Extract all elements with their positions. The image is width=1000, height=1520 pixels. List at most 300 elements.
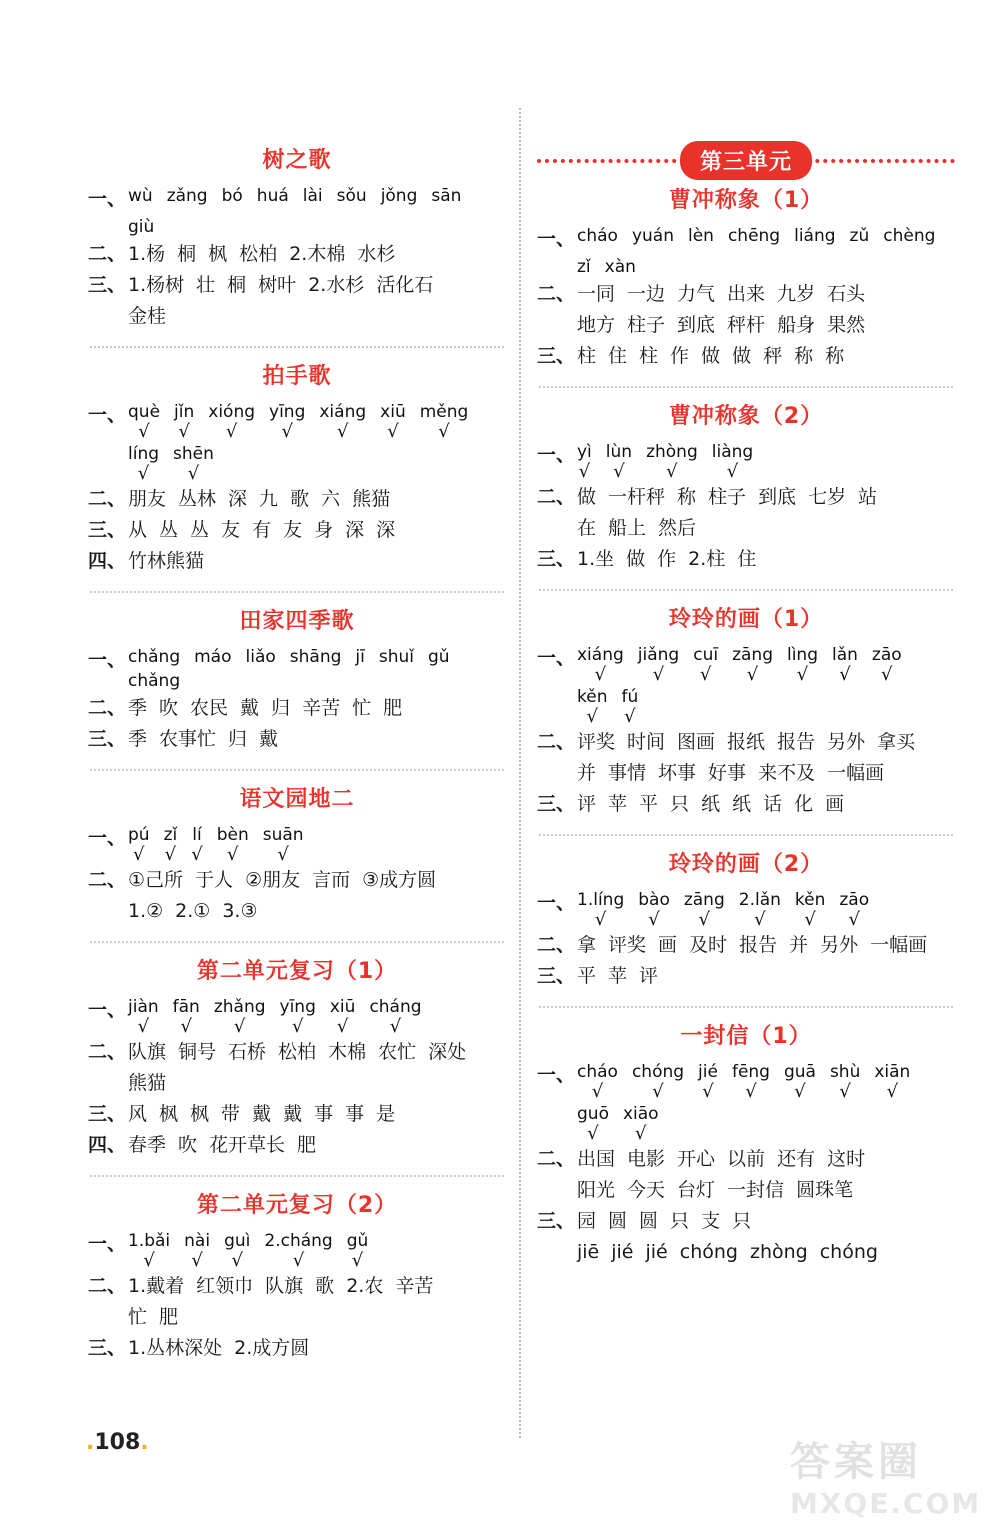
answer-row [537,440,955,482]
answer-word: 2.水杉 [308,274,365,296]
answer-words [577,544,955,575]
answer-word: 化 [794,793,814,815]
pinyin-text: jǒng [380,186,418,206]
pinyin-text: liáng [794,226,836,246]
check-mark-icon: √ [291,1016,304,1037]
answer-word: 熊猫 [128,1072,167,1094]
watermark-logo [790,1430,982,1520]
answer-word: 并 [789,934,809,956]
answer-word: 圆 [608,1210,628,1232]
answer-words [128,484,506,515]
answer-continuation [88,896,506,927]
check-mark-icon: √ [389,1016,402,1037]
question-number: 一、 [88,999,127,1021]
answer-words [128,546,506,577]
check-mark-icon: √ [586,706,598,727]
answer-body [128,724,506,755]
check-mark-icon: √ [848,909,860,930]
answer-section [537,186,955,372]
answer-word: 农民 [190,697,229,719]
pinyin-item [684,888,725,930]
answer-word: 吹 [159,697,179,719]
pinyin-item [184,1229,210,1271]
answer-word: 台灯 [677,1179,716,1201]
answer-body [128,865,506,896]
answer-body [128,1099,506,1130]
pinyin-row [128,184,506,208]
answer-word: 竹林熊猫 [128,550,205,572]
pinyin-text: sǒu [336,186,367,206]
answer-body [128,1333,506,1364]
answer-word: 做 [626,548,646,570]
pinyin-item [380,400,406,442]
pinyin-text: huá [256,186,289,206]
pinyin-text: zāng [683,890,725,910]
answer-words [128,896,506,927]
answer-word: 到底 [758,486,797,508]
pinyin-text: xióng [208,402,256,422]
pinyin-text: lùn [605,442,633,462]
answer-body [128,400,506,442]
answer-word: 称 [794,345,814,367]
check-mark-icon: √ [591,1081,604,1102]
answer-continuation [537,310,955,341]
answer-body [128,270,506,301]
question-number: 一、 [537,647,576,669]
pinyin-item [872,643,902,685]
answer-words [128,270,506,301]
question-number: 二、 [537,283,576,305]
answer-body [577,224,955,248]
pinyin-text: zǐ [577,257,591,277]
answer-word: chóng [679,1241,738,1263]
answer-continuation [537,1102,955,1144]
answer-row [88,724,506,755]
answer-word: 然后 [658,517,697,539]
answer-body [577,440,955,482]
pinyin-item [303,184,323,208]
pinyin-item [698,1060,718,1102]
pinyin-text: kěn [577,687,608,707]
pinyin-text: xiān [874,1062,911,1082]
answer-word: 报告 [739,934,778,956]
answer-words [128,239,506,270]
answer-body [128,1130,506,1161]
answer-word: 地方 [577,314,616,336]
answer-word: 另外 [820,934,859,956]
section-title: 田家四季歌 [239,609,355,634]
pinyin-text: shuǐ [378,647,414,667]
answer-words [128,1302,506,1333]
answer-body [577,544,955,575]
answer-word: 九 [259,488,279,510]
question-number: 一、 [537,892,576,914]
pinyin-item [874,1060,910,1102]
section-title: 树之歌 [262,148,332,173]
check-mark-icon: √ [178,421,190,442]
answer-word: 松柏 [239,243,278,265]
answer-word: 归 [228,728,248,750]
answer-word: 一杆秤 [608,486,666,508]
pinyin-text: 1.bǎi [128,1231,171,1251]
answer-row [537,961,955,992]
answer-word: 出国 [577,1148,616,1170]
answer-row [537,279,955,310]
pinyin-item [632,1060,684,1102]
pinyin-row [128,823,506,865]
answer-word: 只 [670,793,690,815]
pinyin-item [369,995,421,1037]
answer-continuation [537,1237,955,1268]
pinyin-item [883,224,935,248]
answer-word: chóng [819,1241,878,1263]
pinyin-text: giù [128,217,155,237]
answer-word: 季 [128,728,148,750]
answer-word: 作 [670,345,690,367]
pinyin-text: zǔ [849,226,870,246]
answer-word: 称 [677,486,697,508]
answer-continuation [88,215,506,239]
pinyin-text: cuī [693,645,719,665]
answer-word: 果然 [827,314,866,336]
pinyin-item [337,184,367,208]
answer-section [88,146,506,332]
answer-word: 柱子 [627,314,666,336]
answer-words [128,301,506,332]
answer-word: 友 [283,519,303,541]
answer-word: 2.① [175,900,211,922]
pinyin-text: jiǎng [637,645,680,665]
question-number: 一、 [537,1064,576,1086]
pinyin-text: zāo [839,890,870,910]
pinyin-text: měng [419,402,469,422]
pinyin-item [208,400,255,442]
check-mark-icon: √ [143,1250,155,1271]
answer-word: 秤杆 [727,314,766,336]
question-number: 二、 [88,243,127,265]
answer-word: 评奖 [608,934,647,956]
answer-row [88,1229,506,1271]
pinyin-item [577,685,607,727]
question-number: 二、 [537,934,576,956]
pinyin-item [693,643,718,685]
question-number: 三、 [88,519,127,541]
answer-word: 肥 [383,697,403,719]
question-number: 一、 [88,1233,127,1255]
pinyin-text: sān [431,186,462,206]
answer-word: 船上 [608,517,647,539]
answer-row [537,930,955,961]
answer-continuation [537,758,955,789]
answer-section [537,850,955,992]
pinyin-text: zhǎng [213,997,266,1017]
question-number: 二、 [88,1275,127,1297]
pinyin-text: shāng [289,647,342,667]
answer-body [128,823,506,865]
answer-word: 平 [577,965,597,987]
answer-word: 石头 [827,283,866,305]
pinyin-item [606,440,632,482]
answer-word: 2.木棉 [289,243,346,265]
answer-word: 树叶 [258,274,297,296]
answer-word: 评 [577,793,597,815]
pinyin-text: cháo [577,226,618,246]
pinyin-row [577,255,955,279]
pinyin-row [128,1229,506,1271]
answer-word: 作 [657,548,677,570]
pinyin-text: shēn [173,444,214,464]
answer-word: 戴 [252,1103,272,1125]
answer-word: 丛 [159,519,179,541]
check-mark-icon: √ [804,909,816,930]
question-number: 四、 [88,1134,127,1156]
pinyin-text: gǔ [427,647,450,667]
answer-word: 于人 [195,869,234,891]
check-mark-icon: √ [594,664,607,685]
answer-words [577,341,955,372]
answer-continuation [537,513,955,544]
pinyin-text: zāng [732,645,773,665]
pinyin-text: lǎn [832,645,858,665]
answer-section [88,607,506,755]
check-mark-icon: √ [137,463,150,484]
answer-word: 做 [732,345,752,367]
answer-word: 到底 [677,314,716,336]
pinyin-text: fēng [731,1062,770,1082]
answer-body [577,930,955,961]
pinyin-text: 2.lǎn [738,890,781,910]
check-mark-icon: √ [133,844,145,865]
pinyin-text: jié [698,1062,718,1082]
pinyin-text: bào [638,890,670,910]
answer-row [88,1333,506,1364]
answer-words [577,961,955,992]
answer-word: 船身 [777,314,816,336]
answer-words [577,310,955,341]
answer-word: 归 [271,697,291,719]
answer-words [128,724,506,755]
pinyin-row [128,995,506,1037]
section-title: 玲玲的画（1） [668,607,824,632]
answer-row [537,1206,955,1237]
check-mark-icon: √ [438,421,450,442]
pinyin-item [428,645,450,669]
check-mark-icon: √ [796,664,809,685]
pinyin-item [832,643,858,685]
check-mark-icon: √ [137,1016,150,1037]
answer-word: 枫 [190,1103,210,1125]
answer-word: 电影 [627,1148,666,1170]
check-mark-icon: √ [613,461,625,482]
answer-word: 辛苦 [395,1275,434,1297]
answer-word: 枫 [159,1103,179,1125]
answer-word: 阳光 [577,1179,616,1201]
pinyin-row [128,442,506,484]
check-mark-icon: √ [745,1081,757,1102]
section-title: 曹冲称象（1） [668,188,824,213]
answer-word: 3.③ [222,900,258,922]
answer-continuation [88,1302,506,1333]
pinyin-row [128,215,506,239]
answer-word: 深 [376,519,396,541]
section-title: 第二单元复习（2） [196,1193,398,1218]
answer-word: 圆 [639,1210,659,1232]
pinyin-row [577,888,955,930]
pinyin-text: guō [577,1104,609,1124]
pinyin-item [732,1060,770,1102]
pinyin-text: máo [194,647,232,667]
check-mark-icon: √ [191,1250,203,1271]
pinyin-row [577,224,955,248]
answer-word: 苹 [608,965,628,987]
question-number: 二、 [537,486,576,508]
check-mark-icon: √ [726,461,739,482]
answer-word: 戴 [240,697,260,719]
answer-word: 平 [639,793,659,815]
answer-words [128,1037,506,1068]
page-number-text: 108 [94,1430,141,1455]
check-mark-icon: √ [281,421,293,442]
answer-words [128,515,506,546]
pinyin-text: yīng [269,402,306,422]
section-title: 曹冲称象（2） [668,404,824,429]
answer-word: 画 [658,934,678,956]
pinyin-text: jǐn [174,402,195,422]
answer-word: 桐 [227,274,247,296]
pinyin-item [128,1229,170,1271]
answer-row [88,1037,506,1068]
answer-word: 带 [221,1103,241,1125]
answer-word: 朋友 [128,488,167,510]
check-mark-icon: √ [351,1250,364,1271]
section-divider [539,589,953,591]
answer-word: 歌 [315,1275,335,1297]
check-mark-icon: √ [839,664,851,685]
answer-word: 评 [639,965,659,987]
answer-word: 1.戴着 [128,1275,185,1297]
check-mark-icon: √ [746,664,759,685]
answer-word: 一封信 [727,1179,785,1201]
answer-words [577,1144,955,1175]
answer-words [128,865,506,896]
pinyin-item [646,440,698,482]
watermark-line1: 答案圈 [790,1439,922,1485]
question-number: 三、 [537,965,576,987]
pinyin-text: xiū [329,997,356,1017]
check-mark-icon: √ [666,461,678,482]
answer-row [88,515,506,546]
check-mark-icon: √ [387,421,399,442]
answer-word: 友 [221,519,241,541]
answer-word: 圆珠笔 [796,1179,854,1201]
answer-body [577,727,955,758]
pinyin-item [128,669,180,693]
pinyin-item [128,995,159,1037]
question-number: 二、 [88,1041,127,1063]
answer-word: 歌 [290,488,310,510]
answer-word: 并 [577,762,597,784]
pinyin-text: lí [192,825,202,845]
pinyin-text: zǐ [163,825,178,845]
pinyin-item [732,643,773,685]
column-divider [519,108,521,1438]
answer-word: 出来 [727,283,766,305]
check-mark-icon: √ [138,421,150,442]
answer-word: 一幅画 [870,934,928,956]
check-mark-icon: √ [652,1081,664,1102]
pinyin-item [577,888,624,930]
pinyin-item [638,643,679,685]
check-mark-icon: √ [231,1250,243,1271]
check-mark-icon: √ [624,706,636,727]
answer-row [537,224,955,255]
answer-word: 深 [345,519,365,541]
check-mark-icon: √ [652,664,665,685]
pinyin-row [577,440,955,482]
pinyin-item [381,184,418,208]
pinyin-text: gǔ [346,1231,369,1251]
answer-word: 事 [314,1103,334,1125]
question-number: 一、 [88,649,127,671]
section-title: 玲玲的画（2） [668,852,824,877]
question-number: 三、 [537,793,576,815]
answer-word: 是 [376,1103,396,1125]
pinyin-item [355,645,364,669]
pinyin-item [420,400,469,442]
pinyin-text: xiāo [622,1104,659,1124]
pinyin-text: kěn [794,890,826,910]
pinyin-text: guì [224,1231,251,1251]
pinyin-text: 2.cháng [264,1231,333,1251]
answer-row [88,1271,506,1302]
answer-word: 1.丛林深处 [128,1337,223,1359]
answer-word: 壮 [196,274,216,296]
pinyin-text: zǎng [166,186,208,206]
answer-body [577,1206,955,1237]
pinyin-text: jiàn [128,997,159,1017]
pinyin-item [173,442,214,484]
pinyin-item [739,888,781,930]
answer-section [88,785,506,927]
section-divider [90,591,504,593]
answer-words [128,1333,506,1364]
pinyin-item [577,255,591,279]
answer-row [88,270,506,301]
answer-body [577,1060,955,1102]
pinyin-text: chēng [727,226,781,246]
answer-word: jié [645,1241,668,1263]
pinyin-text: xiū [380,402,406,422]
answer-body [577,1144,955,1175]
answer-word: 丛林 [178,488,217,510]
answer-word: 柱 [639,345,659,367]
answer-row [88,1099,506,1130]
answer-word: 1.② [128,900,164,922]
answer-body [128,1271,506,1302]
pinyin-text: líng [128,444,160,464]
answer-word: 活化石 [376,274,434,296]
pinyin-item [214,995,266,1037]
answer-word: jié [611,1241,634,1263]
question-number: 一、 [88,827,127,849]
check-mark-icon: √ [699,664,712,685]
pinyin-text: fān [172,997,200,1017]
section-divider [539,1006,953,1008]
answer-word: 花开草长 [209,1134,286,1156]
answer-word: 及时 [689,934,728,956]
answer-word: 木棉 [328,1041,367,1063]
question-number: 三、 [537,1210,576,1232]
